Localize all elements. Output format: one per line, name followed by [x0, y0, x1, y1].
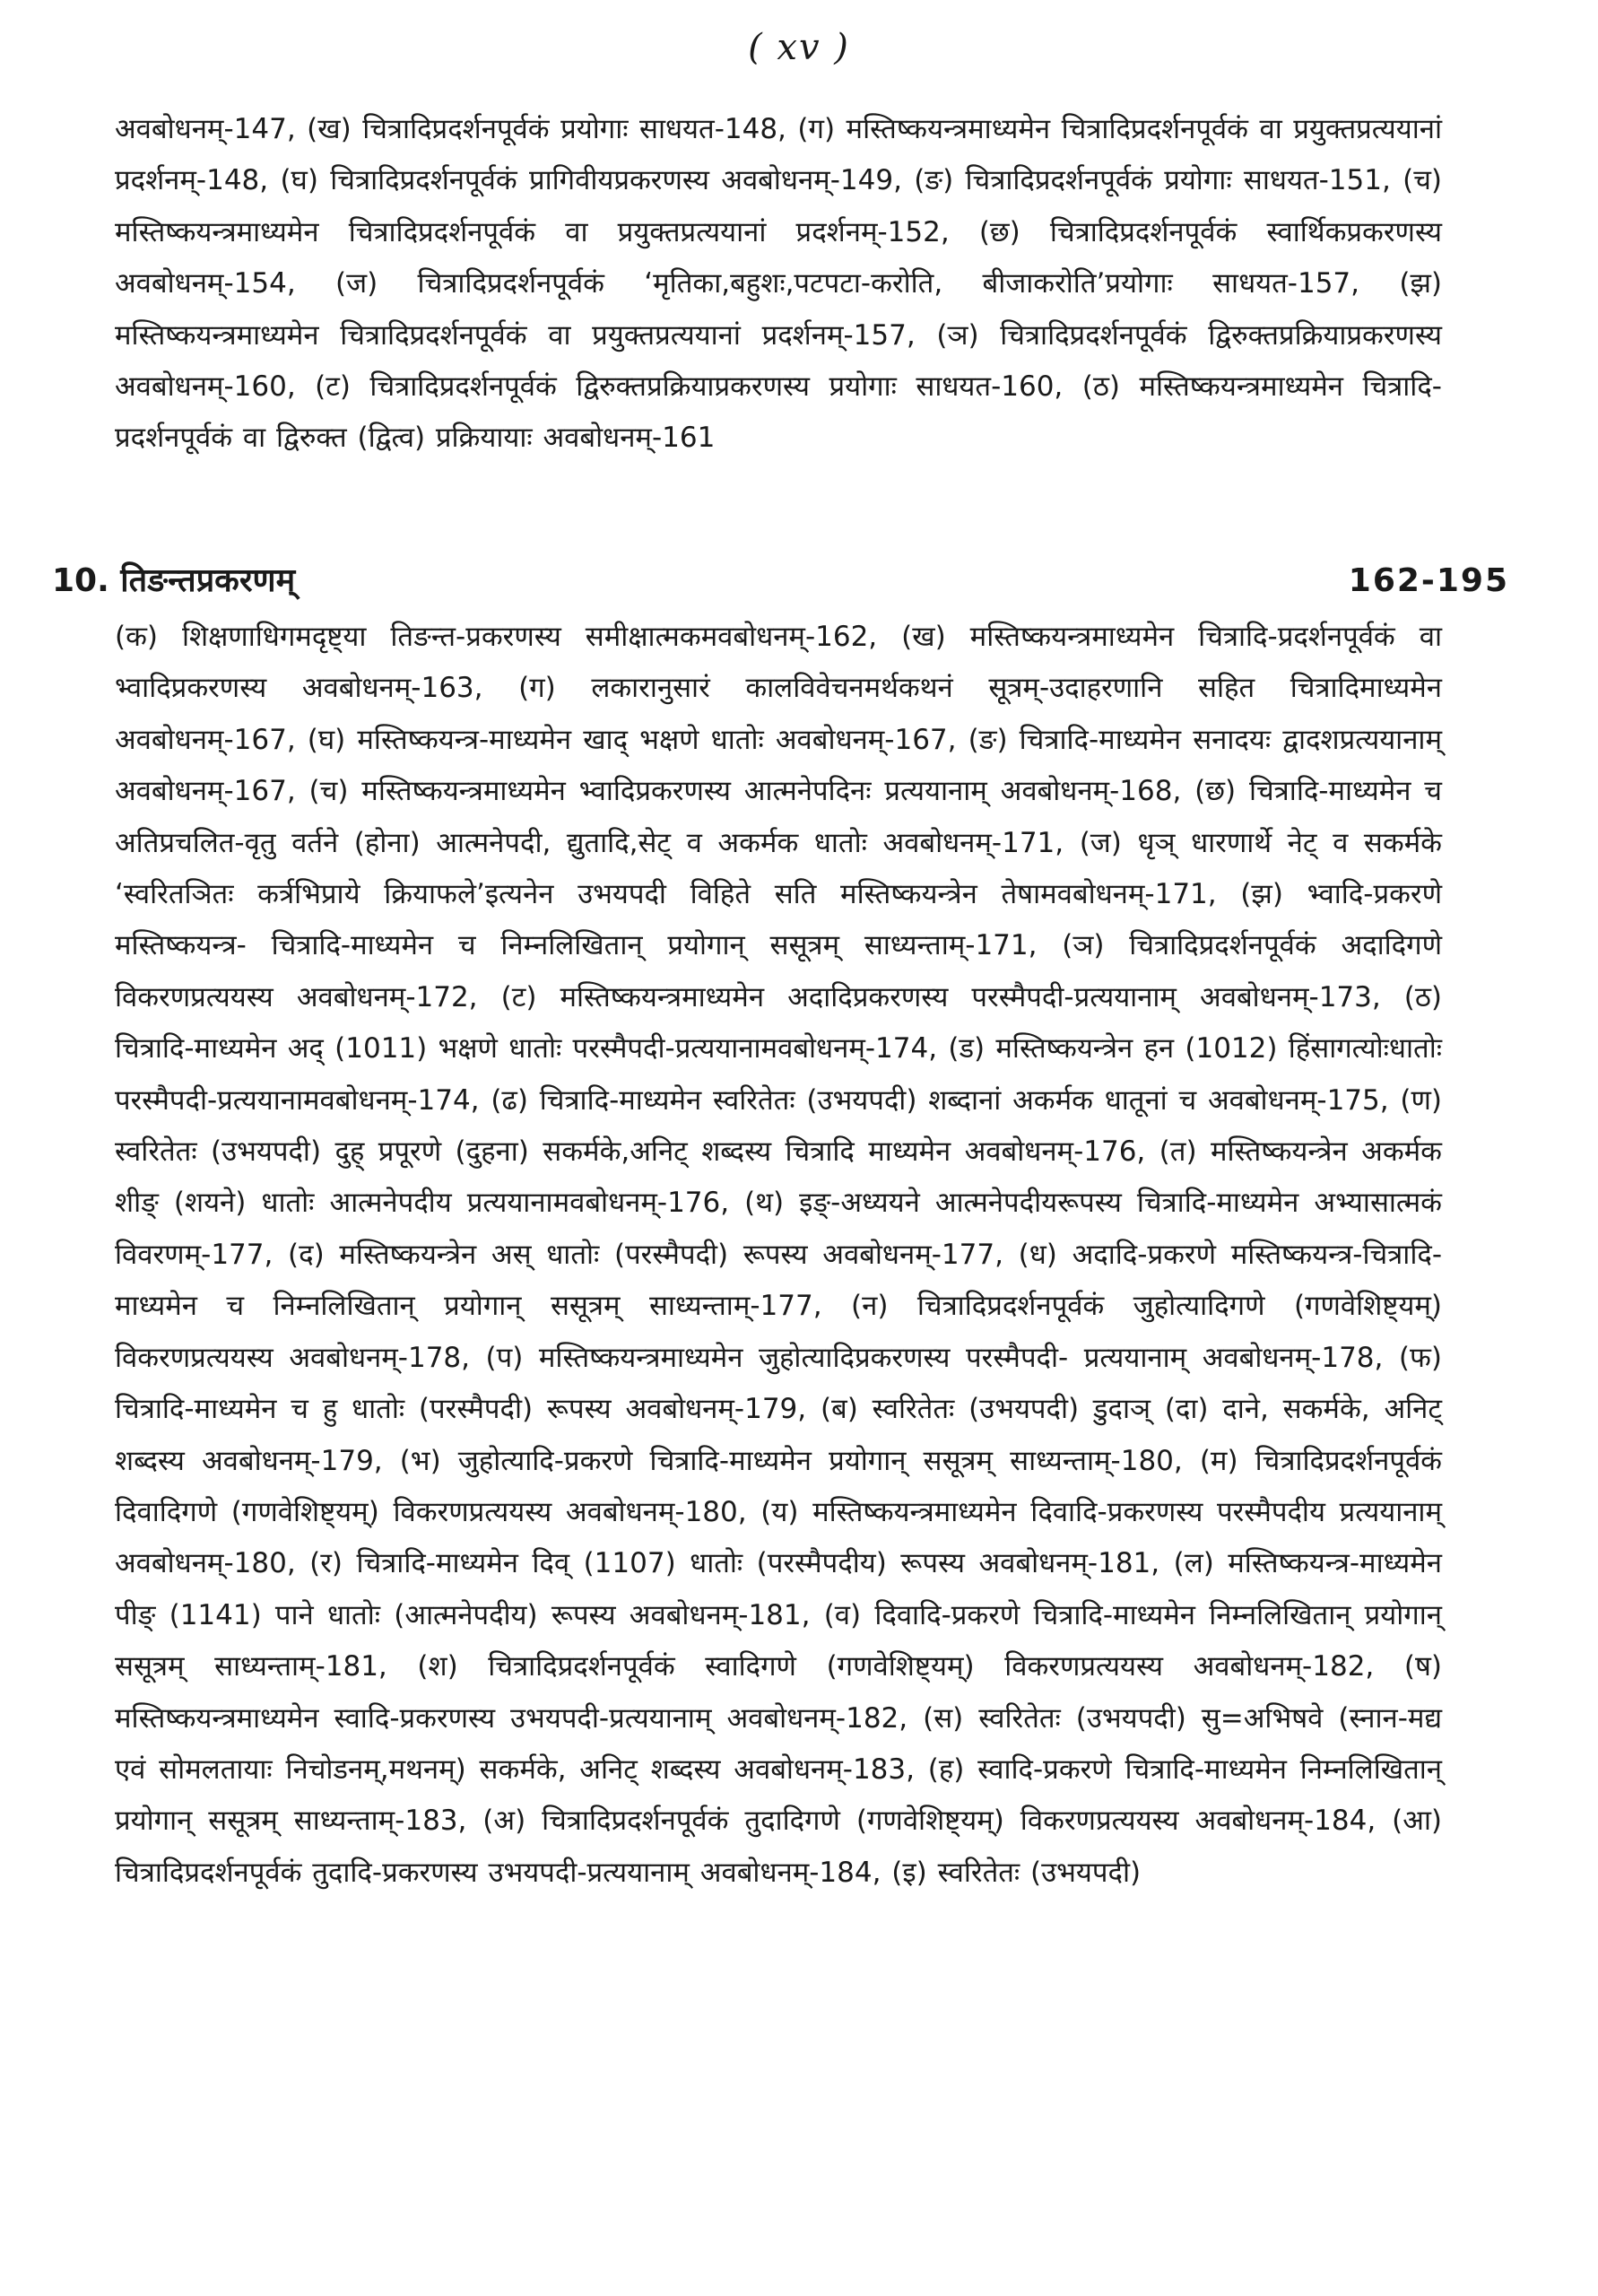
- section-title: 10. तिङन्तप्रकरणम्: [52, 562, 296, 599]
- continuation-paragraph: अवबोधनम्-147, (ख) चित्रादिप्रदर्शनपूर्वकं प्रयोगाः साधयत-148, (ग) मस्तिष्कयन्त्रमाध्यमेन चित्रादिप्रदर्शनपूर्वकं वा प्रयुक्तप्रत्ययानां प्रदर्शनम्-148, (घ) चित्रादिप्रदर्शनपूर्वकं प्रागिवीयप्रकरणस्य अवबोधनम्-149, (ङ) चित्रादिप्रदर्शनपूर्वकं प्रयोगाः साधयत-151, (च) मस्तिष्कयन्त्रमाध्यमेन चित्रादिप्रदर्शनपूर्वकं वा प्रयुक्तप्रत्ययानां प्रदर्शनम्-152, (छ) चित्रादिप्रदर्शनपूर्वकं स्वार्थिकप्रकरणस्य अवबोधनम्-154, (ज) चित्रादिप्रदर्शनपूर्वकं ‘मृतिका,बहुशः,पटपटा-करोति, बीजाकरोति’प्रयोगाः साधयत-157, (झ) मस्तिष्कयन्त्रमाध्यमेन चित्रादिप्रदर्शनपूर्वकं वा प्रयुक्तप्रत्ययानां प्रदर्शनम्-157, (ञ) चित्रादिप्रदर्शनपूर्वकं द्विरुक्तप्रक्रियाप्रकरणस्य अवबोधनम्-160, (ट) चित्रादिप्रदर्शनपूर्वकं द्विरुक्तप्रक्रियाप्रकरणस्य प्रयोगाः साधयत-160, (ठ) मस्तिष्कयन्त्रमाध्यमेन चित्रादि-प्रदर्शनपूर्वकं वा द्विरुक्त (द्वित्व) प्रक्रियायाः अवबोधनम्-161: [115, 113, 1442, 455]
- section-body-paragraph: (क) शिक्षणाधिगमदृष्ट्या तिङन्त-प्रकरणस्य समीक्षात्मकमवबोधनम्-162, (ख) मस्तिष्कयन्त्रमाध्यमेन चित्रादि-प्रदर्शनपूर्वकं वा भ्वादिप्रकरणस्य अवबोधनम्-163, (ग) लकारानुसारं कालविवेचनमर्थकथनं सूत्रम्-उदाहरणानि सहित चित्रादिमाध्यमेन अवबोधनम्-167, (घ) मस्तिष्कयन्त्र-माध्यमेन खाद् भक्षणे धातोः अवबोधनम्-167, (ङ) चित्रादि-माध्यमेन सनादयः द्वादशप्रत्ययानाम् अवबोधनम्-167, (च) मस्तिष्कयन्त्रमाध्यमेन भ्वादिप्रकरणस्य आत्मनेपदिनः प्रत्ययानाम् अवबोधनम्-168, (छ) चित्रादि-माध्यमेन च अतिप्रचलित-वृतु वर्तने (होना) आत्मनेपदी, द्युतादि,सेट् व अकर्मक धातोः अवबोधनम्-171, (ज) धृञ् धारणार्थे नेट् व सकर्मके ‘स्वरितञितः कर्त्रभिप्राये क्रियाफले’इत्यनेन उभयपदी विहिते सति मस्तिष्कयन्त्रेन तेषामवबोधनम्-171, (झ) भ्वादि-प्रकरणे मस्तिष्कयन्त्र- चित्रादि-माध्यमेन च निम्नलिखितान् प्रयोगान् ससूत्रम् साध्यन्ताम्-171, (ञ) चित्रादिप्रदर्शनपूर्वकं अदादिगणे विकरणप्रत्ययस्य अवबोधनम्-172, (ट) मस्तिष्कयन्त्रमाध्यमेन अदादिप्रकरणस्य परस्मैपदी-प्रत्ययानाम् अवबोधनम्-173, (ठ) चित्रादि-माध्यमेन अद् (1011) भक्षणे धातोः परस्मैपदी-प्रत्ययानामवबोधनम्-174, (ड) मस्तिष्कयन्त्रेन हन (1012) हिंसागत्योःधातोः परस्मैपदी-प्रत्ययानामवबोधनम्-174, (ढ) चित्रादि-माध्यमेन स्वरितेतः (उभयपदी) शब्दानां अकर्मक धातूनां च अवबोधनम्-175, (ण) स्वरितेतः (उभयपदी) दुह् प्रपूरणे (दुहना) सकर्मके,अनिट् शब्दस्य चित्रादि माध्यमेन अवबोधनम्-176, (त) मस्तिष्कयन्त्रेन अकर्मक शीङ् (शयने) धातोः आत्मनेपदीय प्रत्ययानामवबोधनम्-176, (थ) इङ्-अध्ययने आत्मनेपदीयरूपस्य चित्रादि-माध्यमेन अभ्यासात्मकं विवरणम्-177, (द) मस्तिष्कयन्त्रेन अस् धातोः (परस्मैपदी) रूपस्य अवबोधनम्-177, (ध) अदादि-प्रकरणे मस्तिष्कयन्त्र-चित्रादि-माध्यमेन च निम्नलिखितान् प्रयोगान् ससूत्रम् साध्यन्ताम्-177, (न) चित्रादिप्रदर्शनपूर्वकं जुहोत्यादिगणे (गणवेशिष्ट्यम्) विकरणप्रत्ययस्य अवबोधनम्-178, (प) मस्तिष्कयन्त्रमाध्यमेन जुहोत्यादिप्रकरणस्य परस्मैपदी- प्रत्ययानाम् अवबोधनम्-178, (फ) चित्रादि-माध्यमेन च हु धातोः (परस्मैपदी) रूपस्य अवबोधनम्-179, (ब) स्वरितेतः (उभयपदी) डुदाञ् (दा) दाने, सकर्मके, अनिट् शब्दस्य अवबोधनम्-179, (भ) जुहोत्यादि-प्रकरणे चित्रादि-माध्यमेन प्रयोगान् ससूत्रम् साध्यन्ताम्-180, (म) चित्रादिप्रदर्शनपूर्वकं दिवादिगणे (गणवेशिष्ट्यम्) विकरणप्रत्ययस्य अवबोधनम्-180, (य) मस्तिष्कयन्त्रमाध्यमेन दिवादि-प्रकरणस्य परस्मैपदीय प्रत्ययानाम् अवबोधनम्-180, (र) चित्रादि-माध्यमेन दिव् (1107) धातोः (परस्मैपदीय) रूपस्य अवबोधनम्-181, (ल) मस्तिष्कयन्त्र-माध्यमेन पीङ् (1141) पाने धातोः (आत्मनेपदीय) रूपस्य अवबोधनम्-181, (व) दिवादि-प्रकरणे चित्रादि-माध्यमेन निम्नलिखितान् प्रयोगान् ससूत्रम् साध्यन्ताम्-181, (श) चित्रादिप्रदर्शनपूर्वकं स्वादिगणे (गणवेशिष्ट्यम्) विकरणप्रत्ययस्य अवबोधनम्-182, (ष) मस्तिष्कयन्त्रमाध्यमेन स्वादि-प्रकरणस्य उभयपदी-प्रत्ययानाम् अवबोधनम्-182, (स) स्वरितेतः (उभयपदी) सु=अभिषवे (स्नान-मद्य एवं सोमलतायाः निचोडनम्,मथनम्) सकर्मके, अनिट् शब्दस्य अवबोधनम्-183, (ह) स्वादि-प्रकरणे चित्रादि-माध्यमेन निम्नलिखितान् प्रयोगान् ससूत्रम् साध्यन्ताम्-183, (अ) चित्रादिप्रदर्शनपूर्वकं तुदादिगणे (गणवेशिष्ट्यम्) विकरणप्रत्ययस्य अवबोधनम्-184, (आ) चित्रादिप्रदर्शनपूर्वकं तुदादि-प्रकरणस्य उभयपदी-प्रत्ययानाम् अवबोधनम्-184, (इ) स्वरितेतः (उभयपदी): [115, 621, 1442, 1889]
- page-number: ( xv ): [748, 27, 850, 68]
- section-page-range: 162-195: [1348, 562, 1509, 599]
- section-heading: [52, 561, 1509, 602]
